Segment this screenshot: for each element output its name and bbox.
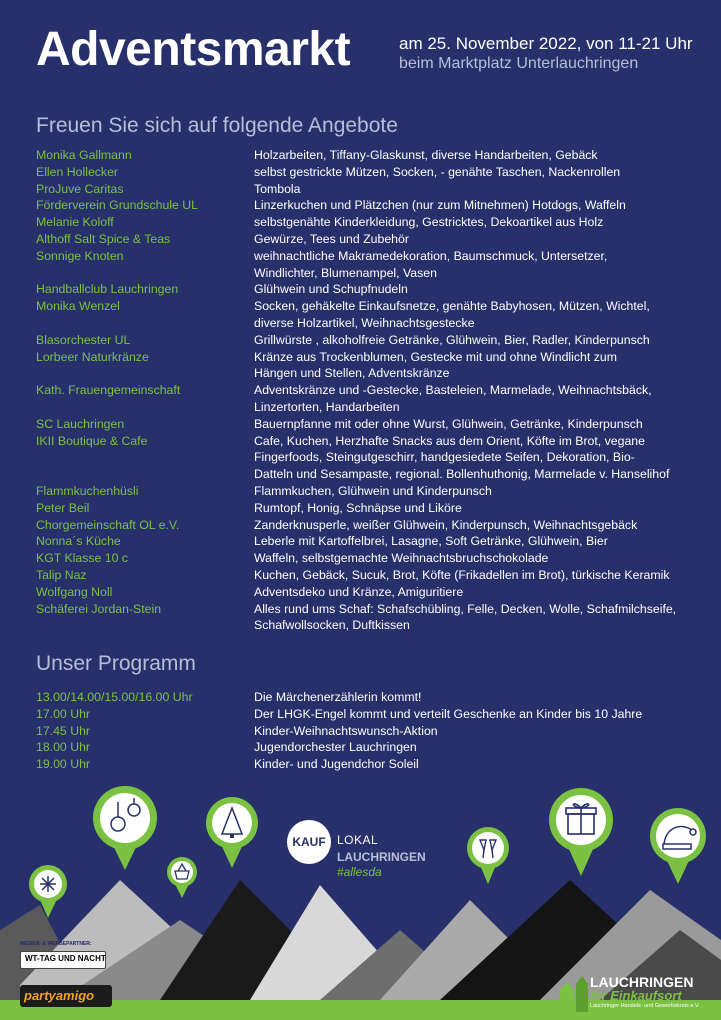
sponsor-partyamigo-name: partyamigo bbox=[24, 988, 95, 1003]
vendor-offer-line: Gewürze, Tees und Zubehör bbox=[254, 231, 409, 246]
vendor-name: IKII Boutique & Cafe bbox=[36, 433, 148, 448]
vendor-offer-line: Leberle mit Kartoffelbrei, Lasagne, Soft Getränke, Glühwein, Bier bbox=[254, 534, 608, 549]
vendor-offer-line: selbstgenähte Kinderkleidung, Gestricktes, Dekoartikel aus Holz bbox=[254, 215, 604, 230]
page-title: Adventsmarkt bbox=[36, 23, 351, 76]
vendor-offer-line: Kränze aus Trockenblumen, Gestecke mit und ohne Windlicht zum bbox=[254, 349, 617, 364]
vendor-name: KGT Klasse 10 c bbox=[36, 551, 129, 566]
vendor-name: ProJuve Caritas bbox=[36, 181, 124, 196]
vendor-offer-line: Linzertorten, Handarbeiten bbox=[254, 399, 400, 414]
program-time: 17.00 Uhr bbox=[36, 706, 91, 721]
vendor-name: Talip Naz bbox=[36, 567, 87, 582]
vendor-name: Monika Gallmann bbox=[36, 148, 132, 162]
program-time: 19.00 Uhr bbox=[36, 757, 91, 772]
vendor-offer-line: Hängen und Stellen, Adventskränze bbox=[254, 366, 450, 381]
vendor-name: Nonna´s Küche bbox=[36, 534, 121, 549]
program-time: 17.45 Uhr bbox=[36, 723, 91, 738]
vendor-name: Althoff Salt Spice & Teas bbox=[36, 231, 171, 246]
logo-hashtag: #allesda bbox=[337, 865, 382, 879]
vendor-offer-line: Adventsdeko und Kränze, Amiguritiere bbox=[254, 584, 464, 599]
vendor-offer-line: Bauernpfanne mit oder ohne Wurst, Glühwein, Getränke, Kinderpunsch bbox=[254, 416, 643, 431]
pin-basket bbox=[167, 857, 197, 898]
event-date: am 25. November 2022, von 11-21 Uhr bbox=[399, 34, 693, 53]
vendor-offer-line: Flammkuchen, Glühwein und Kinderpunsch bbox=[254, 483, 492, 498]
pin-tree bbox=[206, 797, 258, 868]
vendor-offer-line: Socken, gehäkelte Einkaufsnetze, genähte Babyhosen, Mützen, Wichtel, bbox=[254, 299, 650, 314]
logo-word-lokal: LOKAL bbox=[337, 833, 379, 847]
brand-block bbox=[590, 974, 718, 1009]
program-event: Der LHGK-Engel kommt und verteilt Geschenke an Kinder bis 10 Jahre bbox=[254, 706, 643, 721]
pin-ornaments bbox=[93, 786, 157, 870]
vendor-offer-line: Adventskränze und -Gestecke, Basteleien, Marmelade, Weihnachtsbäck, bbox=[254, 383, 652, 398]
vendor-offer-line: Schafwollsocken, Duftkissen bbox=[254, 618, 410, 633]
snowflake-icon bbox=[40, 876, 56, 892]
kauf-badge: KAUF bbox=[287, 820, 331, 864]
brand-name: LAUCHRINGEN bbox=[590, 974, 694, 990]
vendor-name: Schäferei Jordan-Stein bbox=[36, 601, 162, 616]
program-time: 13.00/14.00/15.00/16.00 Uhr bbox=[36, 690, 193, 704]
vendor-name: Ellen Hollecker bbox=[36, 164, 119, 179]
program-time: 18.00 Uhr bbox=[36, 740, 91, 755]
pin-santa-hat bbox=[650, 808, 706, 884]
vendor-offer-line: weihnachtliche Makramedekoration, Baumschmuck, Untersetzer, bbox=[254, 248, 608, 263]
vendor-offer-line: Zanderknusperle, weißer Glühwein, Kinderpunsch, Weihnachtsgebäck bbox=[254, 517, 638, 532]
vendor-offer-line: Alles rund ums Schaf: Schafschübling, Felle, Decken, Wolle, Schafmilchseife, bbox=[254, 601, 677, 616]
logo-word-lauchringen: LAUCHRINGEN bbox=[337, 850, 426, 864]
offers-heading: Freuen Sie sich auf folgende Angebote bbox=[36, 114, 398, 137]
vendor-offer-line: diverse Holzartikel, Weihnachtsgestecke bbox=[254, 315, 475, 330]
brand-organization: Lauchringer Handels- und Gewerbekreis e.V. bbox=[590, 1003, 700, 1009]
vendor-name: Sonnige Knoten bbox=[36, 248, 124, 263]
vendor-offer-line: Cafe, Kuchen, Herzhafte Snacks aus dem Orient, Köfte im Brot, vegane bbox=[254, 433, 645, 448]
program-event: Kinder-Weihnachtswunsch-Aktion bbox=[254, 723, 438, 738]
sponsors-label: MEDIEN- & WERBEPARTNER: bbox=[20, 941, 92, 947]
vendor-offer-line: Linzerkuchen und Plätzchen (nur zum Mitnehmen) Hotdogs, Waffeln bbox=[254, 198, 626, 213]
program-event: Die Märchenerzählerin kommt! bbox=[254, 690, 422, 704]
vendor-name: SC Lauchringen bbox=[36, 416, 125, 431]
vendor-name: Chorgemeinschaft OL e.V. bbox=[36, 517, 180, 532]
event-venue: beim Marktplatz Unterlauchringen bbox=[399, 55, 639, 72]
pin-gift bbox=[549, 788, 613, 876]
vendor-name: Monika Wenzel bbox=[36, 299, 120, 314]
vendor-offer-line: Rumtopf, Honig, Schnäpse und Liköre bbox=[254, 500, 462, 515]
program-event: Jugendorchester Lauchringen bbox=[254, 740, 417, 755]
vendor-offer-line: Fingerfoods, Steingutgeschirr, handgesiedete Seifen, Dekoration, Bio- bbox=[254, 450, 635, 465]
vendor-name: Peter Beil bbox=[36, 500, 90, 515]
vendor-name: Blasorchester UL bbox=[36, 332, 131, 347]
program-event: Kinder- und Jugendchor Soleil bbox=[254, 757, 419, 772]
vendor-offer-line: Glühwein und Schupfnudeln bbox=[254, 282, 408, 297]
brand-tagline: Ihr Einkaufsort bbox=[590, 988, 682, 1003]
vendor-offer-line: Windlichter, Blumenampel, Vasen bbox=[254, 265, 437, 280]
vendor-offer-line: Tombola bbox=[254, 181, 301, 196]
vendor-name: Melanie Koloff bbox=[36, 215, 114, 230]
vendor-offer-line: Grillwürste , alkoholfreie Getränke, Glühwein, Bier, Radler, Kinderpunsch bbox=[254, 332, 650, 347]
vendor-name: Handballclub Lauchringen bbox=[36, 282, 179, 297]
sponsor-wt-logo bbox=[20, 951, 106, 969]
vendor-name: Kath. Frauengemeinschaft bbox=[36, 383, 181, 398]
vendor-offer-line: Kuchen, Gebäck, Sucuk, Brot, Köfte (Frikadellen im Brot), türkische Keramik bbox=[254, 567, 670, 582]
vendor-name: Lorbeer Naturkränze bbox=[36, 349, 149, 364]
vendor-offer-line: Waffeln, selbstgemachte Weihnachtsbruchschokolade bbox=[254, 551, 549, 566]
sponsor-partyamigo-logo bbox=[20, 985, 112, 1007]
vendor-offer-line: selbst gestrickte Mützen, Socken, - genähte Taschen, Nackenrollen bbox=[254, 164, 621, 179]
vendor-offer-line: Holzarbeiten, Tiffany-Glaskunst, diverse Handarbeiten, Gebäck bbox=[254, 148, 598, 162]
vendor-name: Flammkuchenhüsli bbox=[36, 483, 139, 498]
vendor-offer-line: Datteln und Sesampaste, regional. Bollenhuthonig, Marmelade v. Hanselihof bbox=[254, 467, 670, 482]
vendor-name: Förderverein Grundschule UL bbox=[36, 198, 198, 213]
sponsor-wt-name: WT-TAG UND NACHT bbox=[25, 954, 106, 963]
vendor-name: Wolfgang Noll bbox=[36, 584, 113, 599]
program-heading: Unser Programm bbox=[36, 652, 196, 675]
pin-glasses bbox=[467, 827, 509, 884]
